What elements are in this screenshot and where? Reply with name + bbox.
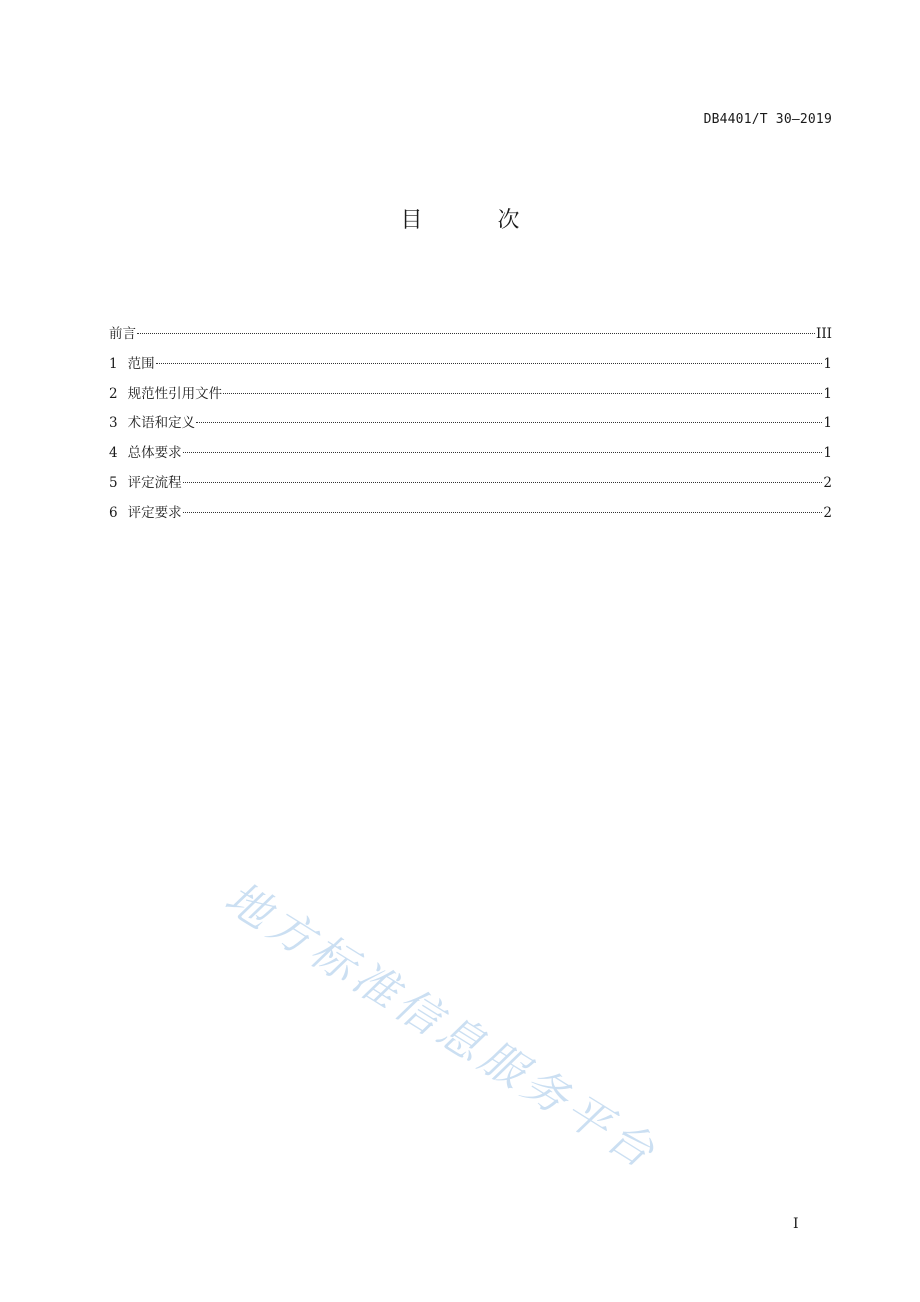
toc-entry-page: 1 — [823, 415, 832, 432]
toc-entry-number: 1 — [109, 355, 118, 372]
toc-entry-label: 规范性引用文件 — [127, 385, 223, 402]
toc-entry[interactable] — [109, 323, 832, 353]
toc-leader-dots — [183, 452, 823, 453]
toc-entry[interactable] — [109, 383, 832, 413]
watermark: 地方标准信息服务平台 — [216, 872, 668, 1181]
toc-entry[interactable] — [109, 412, 832, 442]
document-code: DB4401/T 30—2019 — [703, 112, 832, 127]
toc-entry[interactable] — [109, 442, 832, 472]
toc-entry-page: 1 — [823, 445, 832, 462]
toc-entry-number: 3 — [109, 415, 118, 432]
toc-entry[interactable] — [109, 502, 832, 532]
toc-leader-dots — [183, 482, 823, 483]
toc-entry-page: 2 — [823, 474, 832, 491]
toc-entry-label: 总体要求 — [127, 445, 182, 462]
toc-leader-dots — [137, 333, 815, 334]
toc-entry[interactable] — [109, 472, 832, 502]
toc-entry-page: III — [816, 326, 832, 342]
toc-entry-label: 术语和定义 — [127, 415, 196, 432]
toc-leader-dots — [196, 422, 822, 423]
toc-list — [109, 323, 832, 532]
toc-entry-label: 评定流程 — [127, 474, 182, 491]
toc-entry-label: 前言 — [109, 326, 136, 342]
toc-entry-page: 1 — [823, 385, 832, 402]
toc-leader-dots — [223, 393, 822, 394]
toc-entry-number: 2 — [109, 385, 118, 402]
toc-leader-dots — [156, 363, 823, 364]
toc-entry[interactable] — [109, 353, 832, 383]
toc-entry-label: 评定要求 — [127, 504, 182, 521]
toc-leader-dots — [183, 512, 823, 513]
toc-entry-page: 1 — [823, 355, 832, 372]
toc-entry-page: 2 — [823, 504, 832, 521]
toc-entry-number: 6 — [109, 504, 118, 521]
toc-entry-number: 5 — [109, 474, 118, 491]
toc-entry-number: 4 — [109, 445, 118, 462]
page-number: I — [793, 1216, 799, 1232]
toc-entry-label: 范围 — [127, 355, 155, 372]
toc-title: 目 次 — [400, 208, 554, 233]
